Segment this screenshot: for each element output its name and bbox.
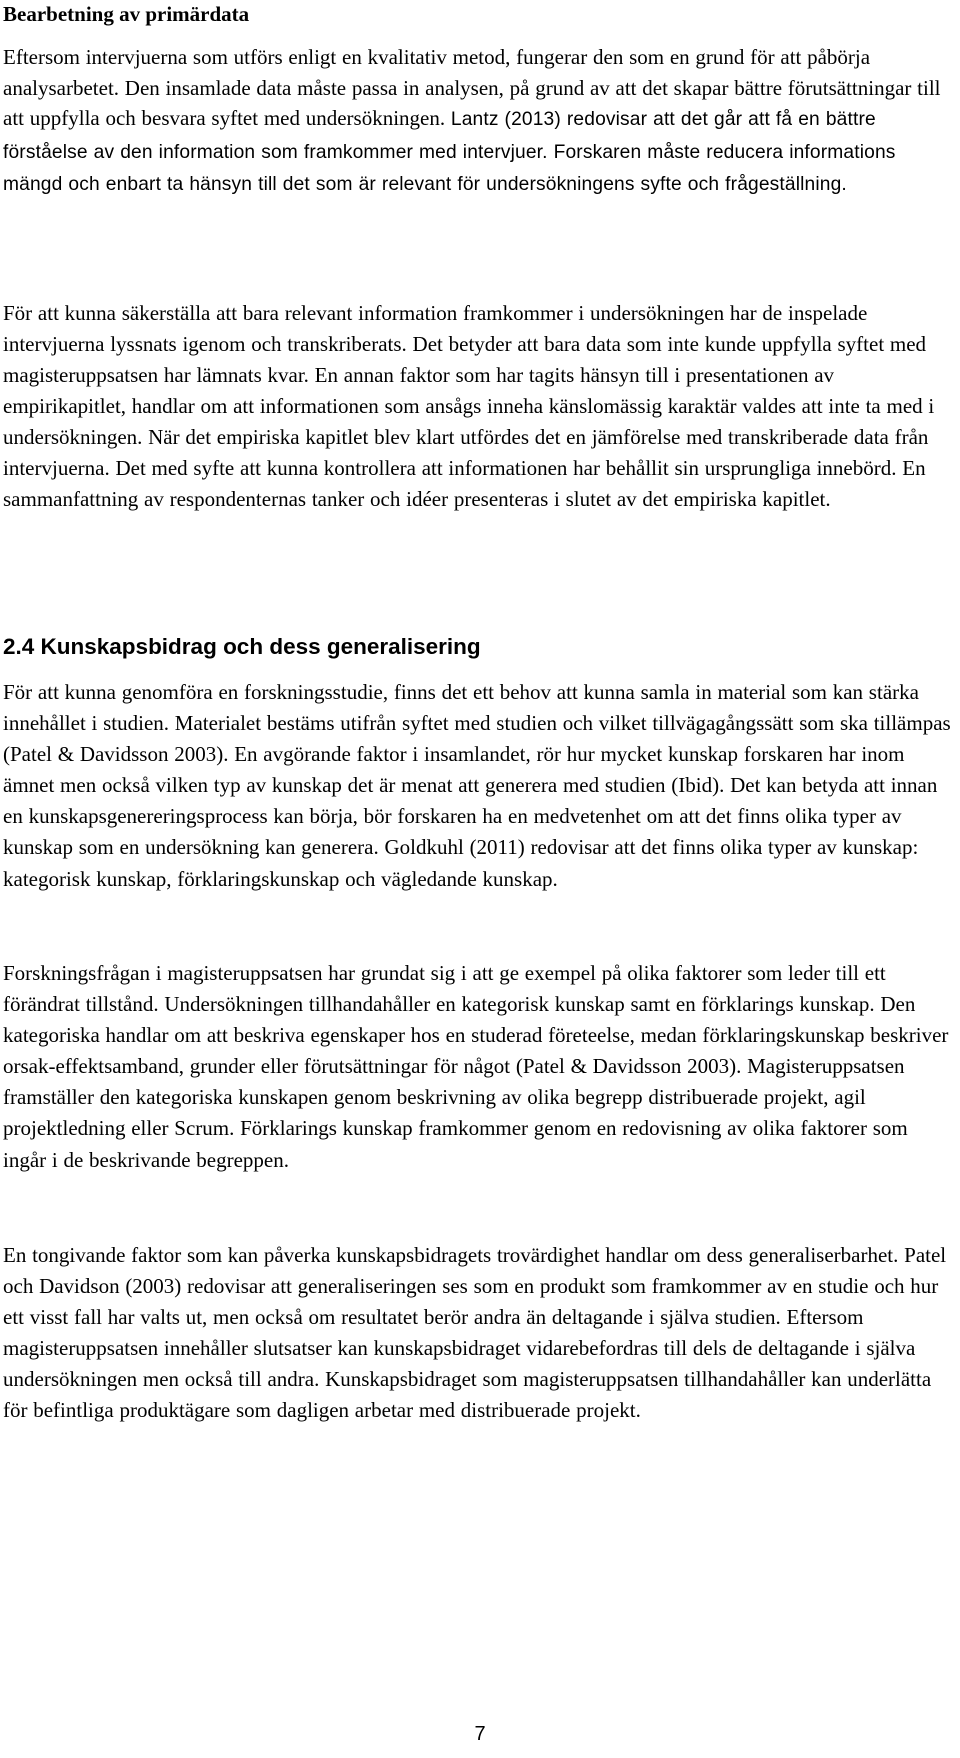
paragraph-generalisering [3,1240,955,1427]
paragraph-5: En tongivande faktor som kan påverka kunskapsbidragets trovärdighet handlar om dess generaliserbarhet. Patel och Davidson (2003) redovisar att generaliseringen ses som en produkt som framkommer av en studie och hur ett visst fall har valts ut, men också om resultatet berör andra än deltagande i själva studien. Eftersom magisteruppsatsen innehåller slutsatser kan kunskapsbidraget vidarebefordras till dels de deltagande i själva undersökningen men också till andra. Kunskapsbidraget som magisteruppsatsen tillhandahåller kan underlätta för befintliga produktägare som dagligen arbetar med distribuerade projekt. [3,1243,947,1423]
page-number: 7 [474,1723,486,1745]
paragraph-transkribering [3,298,955,515]
paragraph-forskningsfragan [3,958,955,1176]
subheading-bearbetning: Bearbetning av primärdata [3,2,250,26]
paragraph-1-sans-part: Lantz (2013) redovisar att det går att få en bättre förståelse av den information som framkommer med intervjuer. Forskaren måste reducera informations mängd och enbart ta hänsyn till det som är relevant för undersökningens syfte och frågeställning. [3,109,896,195]
paragraph-3: För att kunna genomföra en forskningsstudie, finns det ett behov att kunna samla in material som kan stärka innehållet i studien. Materialet bestäms utifrån syftet med studien och vilket tillvägagångssätt som ska tillämpas (Patel & Davidsson 2003). En avgörande faktor i insamlandet, rör hur mycket kunskap forskaren har inom ämnet men också vilken typ av kunskap det är menat att generera med studien (Ibid). Det kan betyda att innan en kunskapsgenereringsprocess kan börja, bör forskaren ha en medvetenhet om att det finns olika typer av kunskap som en undersökning kan generera. Goldkuhl (2011) redovisar att det finns olika typer av kunskap: kategorisk kunskap, förklaringskunskap och vägledande kunskap. [3,680,951,891]
paragraph-primardata [3,42,955,201]
paragraph-1-serif-part: Eftersom intervjuerna som utförs enligt en kvalitativ metod, fungerar den som en grund för att påbörja analysarbetet. Den insamlade data måste passa in analysen, på grund av att det skapar bättre förutsättningar till att uppfylla och besvara syftet med undersökningen. [3,45,941,130]
paragraph-4: Forskningsfrågan i magisteruppsatsen har grundat sig i att ge exempel på olika faktorer som leder till ett förändrat tillstånd. Undersökningen tillhandahåller en kategorisk kunskap samt en förklarings kunskap. Den kategoriska handlar om att beskriva egenskaper hos en studerad företeelse, medan förklaringskunskap beskriver orsak-effektsamband, grunder eller förutsättningar för något (Patel & Davidsson 2003). Magisteruppsatsen framställer den kategoriska kunskapen genom beskrivning av olika begrepp distribuerade projekt, agil projektledning eller Scrum. Förklarings kunskap framkommer genom en redovisning av olika faktorer som ingår i de beskrivande begreppen. [3,961,949,1172]
paragraph-forskningsstudie [3,677,955,895]
paragraph-2: För att kunna säkerställa att bara relevant information framkommer i undersökningen har de inspelade intervjuerna lyssnats igenom och transkriberats. Det betyder att bara data som inte kunde uppfylla syftet med magisteruppsatsen har lämnats kvar. En annan faktor som har tagits hänsyn till i presentationen av empirikapitlet, handlar om att informationen som ansågs inneha känslomässig karaktär valdes att inte ta med i undersökningen. När det empiriska kapitlet blev klart utfördes det en jämförelse med transkriberade data från intervjuerna. Det med syfte att kunna kontrollera att informationen har behållit sin ursprungliga innebörd. En sammanfattning av respondenternas tanker och idéer presenteras i slutet av det empiriska kapitlet. [3,301,935,511]
section-heading-kunskapsbidrag: 2.4 Kunskapsbidrag och dess generalisering [3,634,481,659]
paragraph-1 [3,42,955,201]
